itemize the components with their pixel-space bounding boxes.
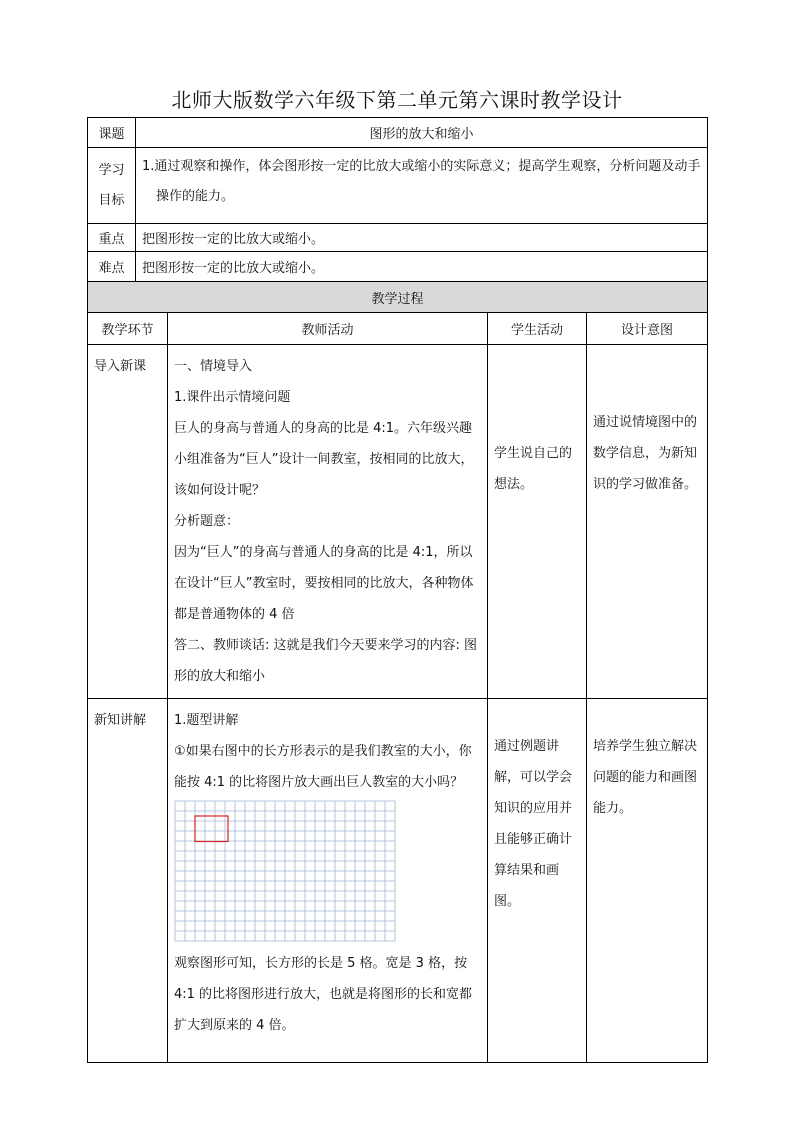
topic-label: 课题 xyxy=(88,118,136,148)
goal-label xyxy=(88,148,136,224)
student-text: 学生说自己的想法。 xyxy=(494,446,573,492)
key-label: 重点 xyxy=(88,224,136,252)
goal-row xyxy=(88,148,708,224)
grid-figure xyxy=(174,800,396,944)
stage-intro-intent xyxy=(587,345,708,699)
stage-intro-teacher xyxy=(168,345,488,699)
teacher-line: 1.课件出示情境问题 xyxy=(174,390,291,405)
difficulty-row xyxy=(88,252,708,282)
topic-row xyxy=(88,118,708,148)
document-title: 北师大版数学六年级下第二单元第六课时教学设计 xyxy=(171,88,623,112)
key-row xyxy=(88,224,708,252)
goal-label-line-1: 学习 xyxy=(98,162,125,178)
key-text: 把图形按一定的比放大或缩小。 xyxy=(136,224,708,252)
stage-intro-student xyxy=(488,345,587,699)
stage-new-intent xyxy=(587,699,708,1063)
classroom-rectangle xyxy=(195,816,228,842)
teacher-line: 因为“巨人”的身高与普通人的身高的比是 4:1，所以在设计“巨人”教室时，要按相同的比放大，各种物体都是普通物体的 4 倍 xyxy=(174,545,474,622)
difficulty-text: 把图形按一定的比放大或缩小。 xyxy=(136,252,708,282)
column-header-row xyxy=(88,313,708,345)
difficulty-label: 难点 xyxy=(88,252,136,282)
teacher-line: 答二、教师谈话: 这就是我们今天要来学习的内容: 图形的放大和缩小 xyxy=(174,638,478,684)
goal-text: 1.通过观察和操作，体会图形按一定的比放大或缩小的实际意义；提高学生观察，分析问题及动手操作的能力。 xyxy=(142,159,701,204)
process-header-row xyxy=(88,282,708,313)
grid-paper xyxy=(174,800,396,944)
stage-new-teacher xyxy=(168,699,488,1063)
student-text: 通过例题讲解，可以学会知识的应用并且能够正确计算结果和画图。 xyxy=(494,739,573,909)
stage-new-row xyxy=(88,699,708,1063)
teacher-line: ①如果右图中的长方形表示的是我们教室的大小，你能按 4:1 的比将图片放大画出巨人教室的大小吗？ xyxy=(174,744,472,790)
col-header-teacher: 教师活动 xyxy=(168,313,488,345)
process-header: 教学过程 xyxy=(88,282,708,313)
topic-value: 图形的放大和缩小 xyxy=(136,118,708,148)
intent-text: 培养学生独立解决问题的能力和画图能力。 xyxy=(593,739,698,816)
goal-text-cell xyxy=(136,148,708,224)
teacher-line: 巨人的身高与普通人的身高的比是 4:1。六年级兴趣小组准备为“巨人”设计一间教室，按相同的比放大，该如何设计呢？ xyxy=(174,421,474,498)
goal-label-line-2: 目标 xyxy=(98,192,125,208)
stage-new-student xyxy=(488,699,587,1063)
stage-intro-row xyxy=(88,345,708,699)
intent-text: 通过说情境图中的数学信息，为新知识的学习做准备。 xyxy=(593,415,698,492)
teacher-line: 1.题型讲解 xyxy=(174,713,239,728)
teacher-line: 一、情境导入 xyxy=(174,359,253,374)
lesson-plan-table xyxy=(87,117,708,1063)
col-header-stage: 教学环节 xyxy=(88,313,168,345)
col-header-student: 学生活动 xyxy=(488,313,587,345)
stage-new-name: 新知讲解 xyxy=(88,699,168,1063)
teacher-line: 分析题意： xyxy=(174,514,240,529)
col-header-intent: 设计意图 xyxy=(587,313,708,345)
stage-intro-name: 导入新课 xyxy=(88,345,168,699)
teacher-line: 观察图形可知，长方形的长是 5 格。宽是 3 格，按 4:1 的比将图形进行放大，也就是将图形的长和宽都扩大到原来的 4 倍。 xyxy=(174,956,473,1033)
